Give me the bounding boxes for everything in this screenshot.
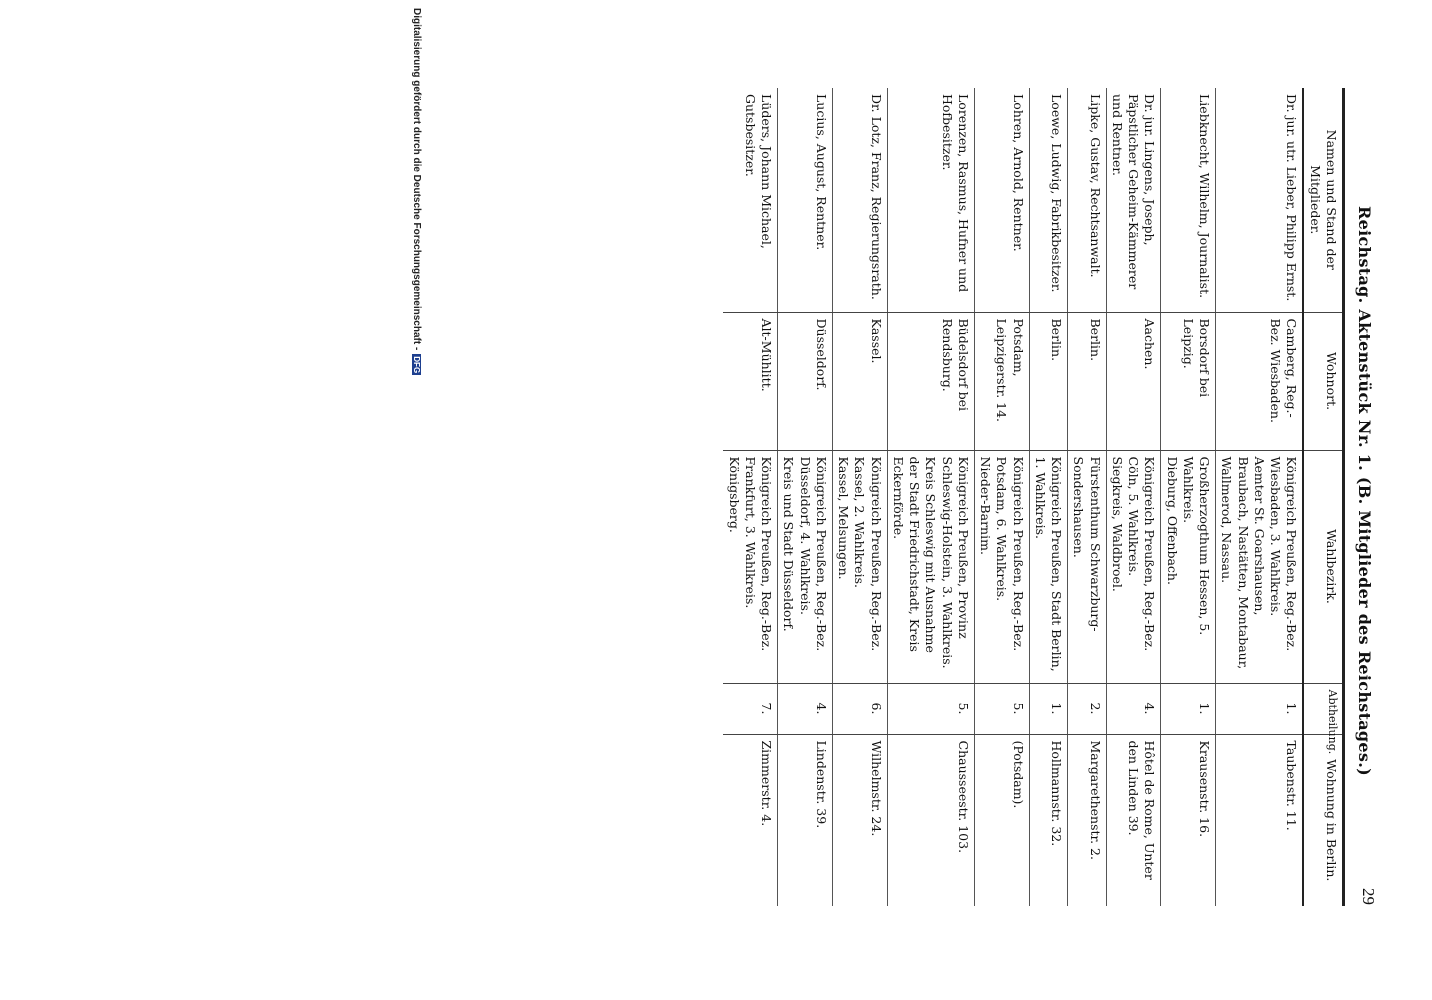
wahlbezirk-line: Königreich Preußen, Reg.-Bez. Frankfurt, 3. Wahlkreis.	[743, 456, 775, 652]
member-wohnort: Büdelsdorf bei Rendsburg.	[887, 312, 974, 450]
member-abtheilung: 1.	[1216, 683, 1304, 734]
member-wohnort: Aachen.	[1106, 312, 1161, 450]
member-wahlbezirk	[1106, 450, 1161, 683]
wahlbezirk-districts: Kassel, Melsungen.	[836, 456, 852, 580]
member-wahlbezirk	[724, 450, 778, 683]
member-name: Lüders, Johann Michael, Gutsbesitzer.	[724, 88, 778, 312]
member-abtheilung: 2.	[1068, 683, 1107, 734]
member-abtheilung: 5.	[975, 683, 1030, 734]
members-table	[724, 88, 1346, 906]
member-wahlbezirk	[975, 450, 1030, 683]
wahlbezirk-line: Königreich Preußen, Reg.-Bez. Cöln, 5. Wahlkreis.	[1126, 456, 1158, 652]
page-number: 29	[1359, 888, 1378, 905]
wahlbezirk-line: Königreich Preußen, Stadt Berlin, 1. Wahlkreis.	[1033, 456, 1065, 672]
running-title: Reichstag. Aktenstück Nr. 1. (B. Mitglieder des Reichstages.)	[1355, 206, 1374, 776]
table-row	[1216, 88, 1304, 906]
column-header-abtheilung: Abtheilung.	[1304, 683, 1344, 734]
wahlbezirk-districts: Aemter St. Goarshausen, Braubach, Nastätten, Montabaur, Wallmerod, Nassau.	[1219, 456, 1267, 670]
table-row	[1161, 88, 1216, 906]
member-wahlbezirk	[833, 450, 888, 683]
member-wohnort: Kassel.	[833, 312, 888, 450]
member-wohnort: Borsdorf bei Leipzig.	[1161, 312, 1216, 450]
wahlbezirk-line: Großherzogthum Hessen, 5. Wahlkreis.	[1181, 456, 1213, 636]
member-wohnung: Hollmannstr. 32.	[1049, 740, 1065, 847]
column-header-wahlbezirk: Wahlbezirk.	[1304, 450, 1344, 683]
wahlbezirk-districts: Nieder-Barnim.	[978, 456, 994, 555]
member-wahlbezirk	[887, 450, 974, 683]
table-row	[833, 88, 888, 906]
member-abtheilung: 1.	[1029, 683, 1068, 734]
wahlbezirk-line: Königreich Preußen, Reg.-Bez. Potsdam, 6. Wahlkreis.	[994, 456, 1026, 652]
member-wahlbezirk	[1068, 450, 1107, 683]
member-wohnort: Berlin.	[1029, 312, 1068, 450]
member-wohnung: Lindenstr. 39.	[814, 740, 829, 829]
member-wahlbezirk	[1216, 450, 1304, 683]
digitization-note: Digitalisierung gefördert durch die Deutsche Forschungsgemeinschaft -	[411, 8, 422, 351]
member-name: Lucius, August, Rentner.	[778, 88, 833, 312]
member-wohnort: Potsdam, Leipzigerstr. 14.	[975, 312, 1030, 450]
member-abtheilung: 4.	[778, 683, 833, 734]
table-row	[724, 88, 778, 906]
member-wohnort: Alt-Mühlitt.	[724, 312, 778, 450]
member-wohnung: (Potsdam).	[1010, 740, 1026, 809]
member-wohnung: Krausenstr. 16.	[1197, 740, 1213, 838]
table-header-row	[1304, 88, 1344, 906]
member-name: Loewe, Ludwig, Fabrikbesitzer.	[1029, 88, 1068, 312]
member-abtheilung: 5.	[887, 683, 974, 734]
member-wahlbezirk	[1029, 450, 1068, 683]
member-abtheilung: 6.	[833, 683, 888, 734]
member-wohnort: Düsseldorf.	[778, 312, 833, 450]
table-row	[778, 88, 833, 906]
wahlbezirk-line: Königreich Preußen, Reg.-Bez. Düsseldorf, 4. Wahlkreis.	[797, 456, 829, 652]
dfg-logo: DFG	[412, 356, 421, 374]
wahlbezirk-districts: Dieburg, Offenbach.	[1164, 456, 1180, 585]
member-wohnort: Berlin.	[1068, 312, 1107, 450]
table-row	[1068, 88, 1107, 906]
member-name: Dr. jur. utr. Lieber, Philipp Ernst.	[1216, 88, 1304, 312]
member-name: Lipke, Gustav, Rechtsanwalt.	[1068, 88, 1107, 312]
wahlbezirk-line: Königreich Preußen, Reg.-Bez. Kassel, 2. Wahlkreis.	[852, 456, 884, 652]
table-row	[1029, 88, 1068, 906]
member-wohnort: Camberg, Reg.-Bez. Wiesbaden.	[1216, 312, 1304, 450]
member-name: Lohren, Arnold, Rentner.	[975, 88, 1030, 312]
member-wohnung: Chausseestr. 103.	[956, 740, 971, 854]
member-name: Dr. jur. Lingens, Joseph, Päpstlicher Geheim-Kämmerer und Rentner.	[1106, 88, 1161, 312]
wahlbezirk-districts: Siegkreis, Waldbroel.	[1110, 456, 1125, 592]
table-row	[975, 88, 1030, 906]
member-name: Lorenzen, Rasmus, Hufner und Hofbesitzer.	[887, 88, 974, 312]
member-wohnung: Taubenstr. 11.	[1284, 740, 1300, 831]
wahlbezirk-line: Fürstenthum Schwarzburg-Sondershausen.	[1071, 456, 1103, 632]
member-wahlbezirk	[1161, 450, 1216, 683]
member-name: Dr. Lotz, Franz, Regierungsrath.	[833, 88, 888, 312]
wahlbezirk-line: Königreich Preußen, Reg.-Bez. Wiesbaden, 3. Wahlkreis.	[1268, 456, 1300, 652]
wahlbezirk-districts: Kreis und Stadt Düsseldorf.	[781, 456, 797, 632]
column-header-name: Namen und Stand der Mitglieder.	[1304, 88, 1344, 312]
member-wohnung: Hôtel de Rome, Unter den Linden 39.	[1126, 740, 1158, 880]
member-name: Liebknecht, Wilhelm, Journalist.	[1161, 88, 1216, 312]
member-abtheilung: 1.	[1161, 683, 1216, 734]
table-row	[887, 88, 974, 906]
wahlbezirk-line: Königreich Preußen, Provinz Schleswig-Holstein, 3. Wahlkreis.	[939, 456, 971, 669]
member-wohnung: Zimmerstr. 4.	[759, 740, 775, 827]
member-wohnung: Wilhelmstr. 24.	[868, 740, 884, 837]
column-header-wohnung: Wohnung in Berlin.	[1304, 734, 1344, 906]
column-header-wohnort: Wohnort.	[1304, 312, 1344, 450]
wahlbezirk-districts: Kreis Schleswig mit Ausnahme der Stadt Friedrichstadt, Kreis Eckernförde.	[891, 456, 939, 653]
digitization-footer	[411, 8, 422, 375]
table-row	[1106, 88, 1161, 906]
wahlbezirk-districts: Königsberg.	[726, 456, 742, 533]
member-abtheilung: 4.	[1106, 683, 1161, 734]
member-wahlbezirk	[778, 450, 833, 683]
member-abtheilung: 7.	[724, 683, 778, 734]
member-wohnung: Margarethenstr. 2.	[1087, 740, 1103, 860]
